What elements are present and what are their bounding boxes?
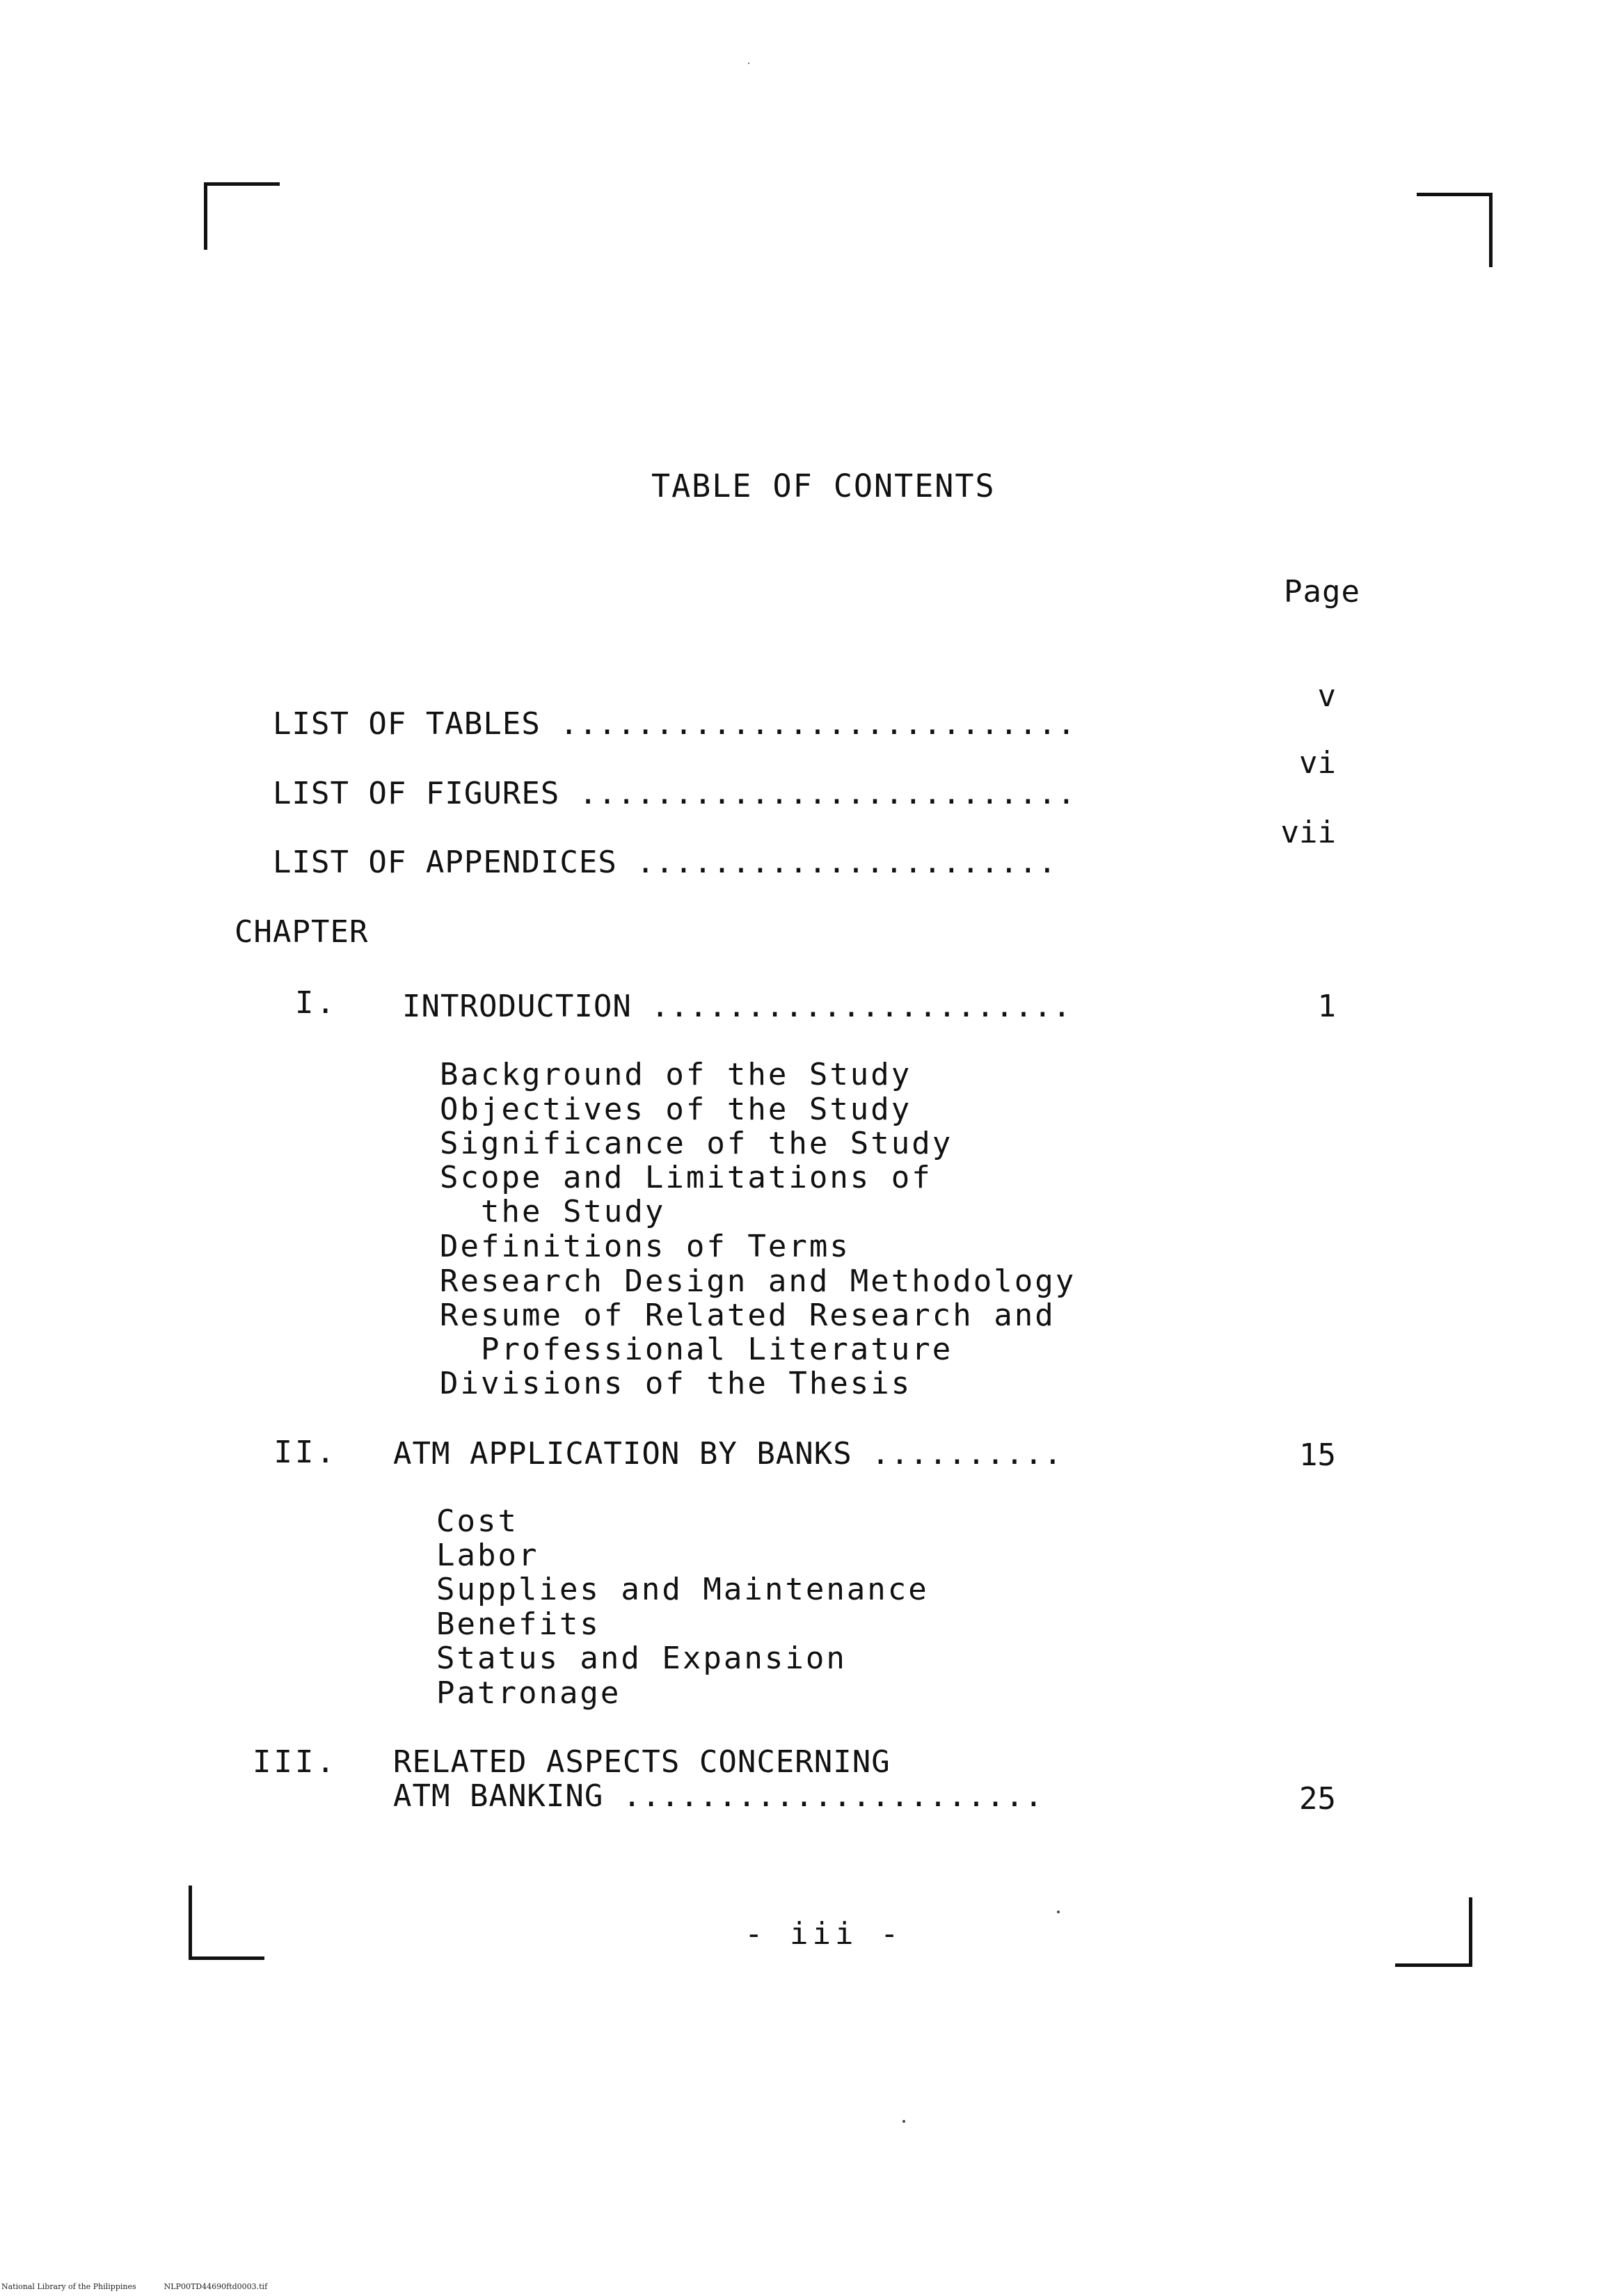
page-title: TABLE OF CONTENTS — [651, 468, 996, 504]
subsection-item: the Study — [440, 1194, 666, 1229]
scan-speck — [902, 2120, 905, 2123]
subsection-item: Professional Literature — [440, 1332, 953, 1367]
scan-footer — [1, 2282, 267, 2292]
toc-entry-list-of-tables — [234, 672, 1076, 742]
scan-speck — [748, 63, 749, 64]
subsection-item: Benefits — [436, 1607, 600, 1642]
toc-entry-label: LIST OF APPENDICES — [272, 845, 617, 880]
scan-speck — [1057, 1911, 1060, 1913]
chapter-heading: CHAPTER — [234, 914, 369, 950]
chapter-page: 1 — [1317, 989, 1336, 1024]
chapter-numeral: I. — [295, 985, 337, 1021]
subsection-item: Scope and Limitations of — [440, 1160, 932, 1195]
chapter-numeral: II. — [273, 1435, 337, 1470]
chapter-title-continued: ATM BANKING ...................... — [393, 1778, 1044, 1814]
subsection-item: Cost — [436, 1504, 518, 1539]
page-column-header: Page — [1284, 574, 1360, 609]
subsection-item: Objectives of the Study — [440, 1092, 912, 1127]
toc-leader-dots: ........................... — [559, 706, 1076, 742]
subsection-item: Patronage — [436, 1675, 621, 1711]
crop-mark-top-left — [204, 182, 280, 250]
crop-mark-bottom-left — [189, 1886, 264, 1960]
footer-file: NLP00TD44690ftd0003.tif — [164, 2282, 268, 2291]
subsection-item: Background of the Study — [440, 1057, 912, 1092]
subsection-item: Resume of Related Research and — [440, 1298, 1056, 1333]
chapter-page: 15 — [1299, 1437, 1336, 1473]
toc-entry-page: v — [1317, 678, 1336, 714]
toc-entry-label: LIST OF FIGURES — [272, 776, 560, 811]
chapter-title: RELATED ASPECTS CONCERNING — [393, 1744, 891, 1780]
subsection-item: Divisions of the Thesis — [440, 1366, 912, 1401]
crop-mark-bottom-right — [1395, 1897, 1472, 1967]
toc-entry-label: LIST OF TABLES — [272, 706, 541, 742]
toc-entry-page: vii — [1280, 815, 1336, 850]
toc-leader-dots: ...................... — [636, 845, 1058, 880]
subsection-item: Significance of the Study — [440, 1126, 953, 1161]
subsection-item: Labor — [436, 1538, 539, 1573]
subsection-item: Supplies and Maintenance — [436, 1572, 929, 1607]
chapter-title: ATM APPLICATION BY BANKS .......... — [393, 1436, 1063, 1472]
toc-entry-page: vi — [1299, 745, 1336, 781]
page-folio: - iii - — [745, 1916, 903, 1952]
toc-leader-dots: .......................... — [578, 776, 1076, 811]
subsection-item: Research Design and Methodology — [440, 1263, 1076, 1299]
toc-entry-list-of-appendices — [234, 811, 1057, 880]
chapter-page: 25 — [1299, 1781, 1336, 1817]
subsection-item: Definitions of Terms — [440, 1229, 850, 1264]
subsection-item: Status and Expansion — [436, 1641, 847, 1676]
toc-entry-list-of-figures — [234, 742, 1076, 811]
footer-library: National Library of the Philippines — [1, 2282, 136, 2291]
chapter-title: INTRODUCTION ...................... — [402, 989, 1072, 1024]
chapter-numeral: III. — [253, 1744, 337, 1780]
crop-mark-top-right — [1417, 193, 1493, 267]
